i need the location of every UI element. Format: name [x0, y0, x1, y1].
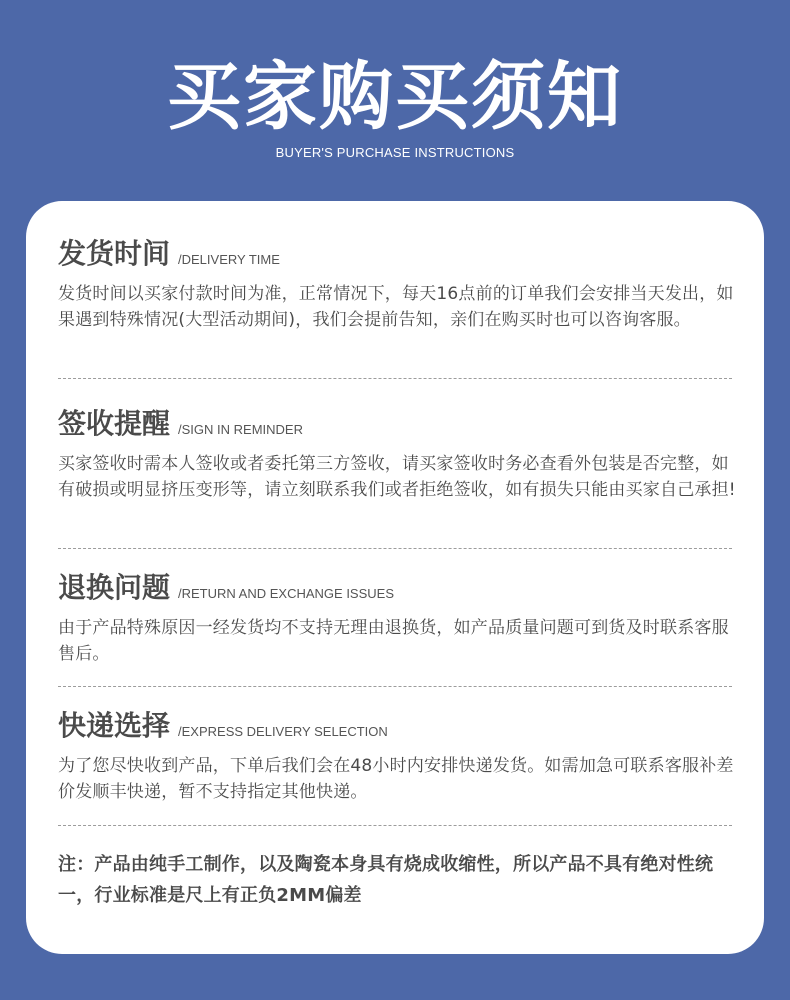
section-body: 买家签收时需本人签收或者委托第三方签收，请买家签收时务必查看外包装是否完整，如有破损或明显挤压变形等，请立刻联系我们或者拒绝签收，如有损失只能由买家自己承担! — [58, 454, 736, 500]
section-subtitle: /DELIVERY TIME — [178, 252, 280, 267]
section-body: 为了您尽快收到产品，下单后我们会在48小时内安排快递发货。如需加急可联系客服补差价发顺丰快递，暂不支持指定其他快递。 — [58, 756, 734, 802]
dashed-divider — [58, 686, 732, 687]
section-delivery-time — [58, 231, 738, 333]
section-heading — [58, 401, 738, 443]
section-heading — [58, 565, 738, 607]
section-subtitle: /EXPRESS DELIVERY SELECTION — [178, 724, 388, 739]
section-sign-in-reminder — [58, 401, 738, 503]
section-subtitle: /RETURN AND EXCHANGE ISSUES — [178, 586, 395, 601]
section-return-exchange — [58, 565, 738, 667]
page-title: 买家购买须知 — [167, 54, 623, 140]
page-subtitle: BUYER'S PURCHASE INSTRUCTIONS — [275, 145, 515, 160]
section-body: 由于产品特殊原因一经发货均不支持无理由退换货，如产品质量问题可到货及时联系客服售后。 — [58, 618, 729, 664]
section-title: 发货时间 — [58, 237, 171, 270]
section-title: 退换问题 — [58, 571, 171, 604]
note-text: 注：产品由纯手工制作，以及陶瓷本身具有烧成收缩性，所以产品不具有绝对性统一，行业标准是尺上有正负2MM偏差 — [58, 854, 714, 906]
section-heading — [58, 703, 738, 745]
section-heading — [58, 231, 738, 273]
section-title: 快递选择 — [58, 709, 171, 742]
dashed-divider — [58, 548, 732, 549]
dashed-divider — [58, 378, 732, 379]
section-title: 签收提醒 — [58, 407, 171, 440]
section-subtitle: /SIGN IN REMINDER — [178, 422, 303, 437]
instructions-card — [26, 201, 764, 954]
dashed-divider — [58, 825, 732, 826]
section-body: 发货时间以买家付款时间为准，正常情况下，每天16点前的订单我们会安排当天发出，如果遇到特殊情况(大型活动期间)，我们会提前告知，亲们在购买时也可以咨询客服。 — [58, 284, 734, 330]
section-express-delivery — [58, 703, 738, 805]
